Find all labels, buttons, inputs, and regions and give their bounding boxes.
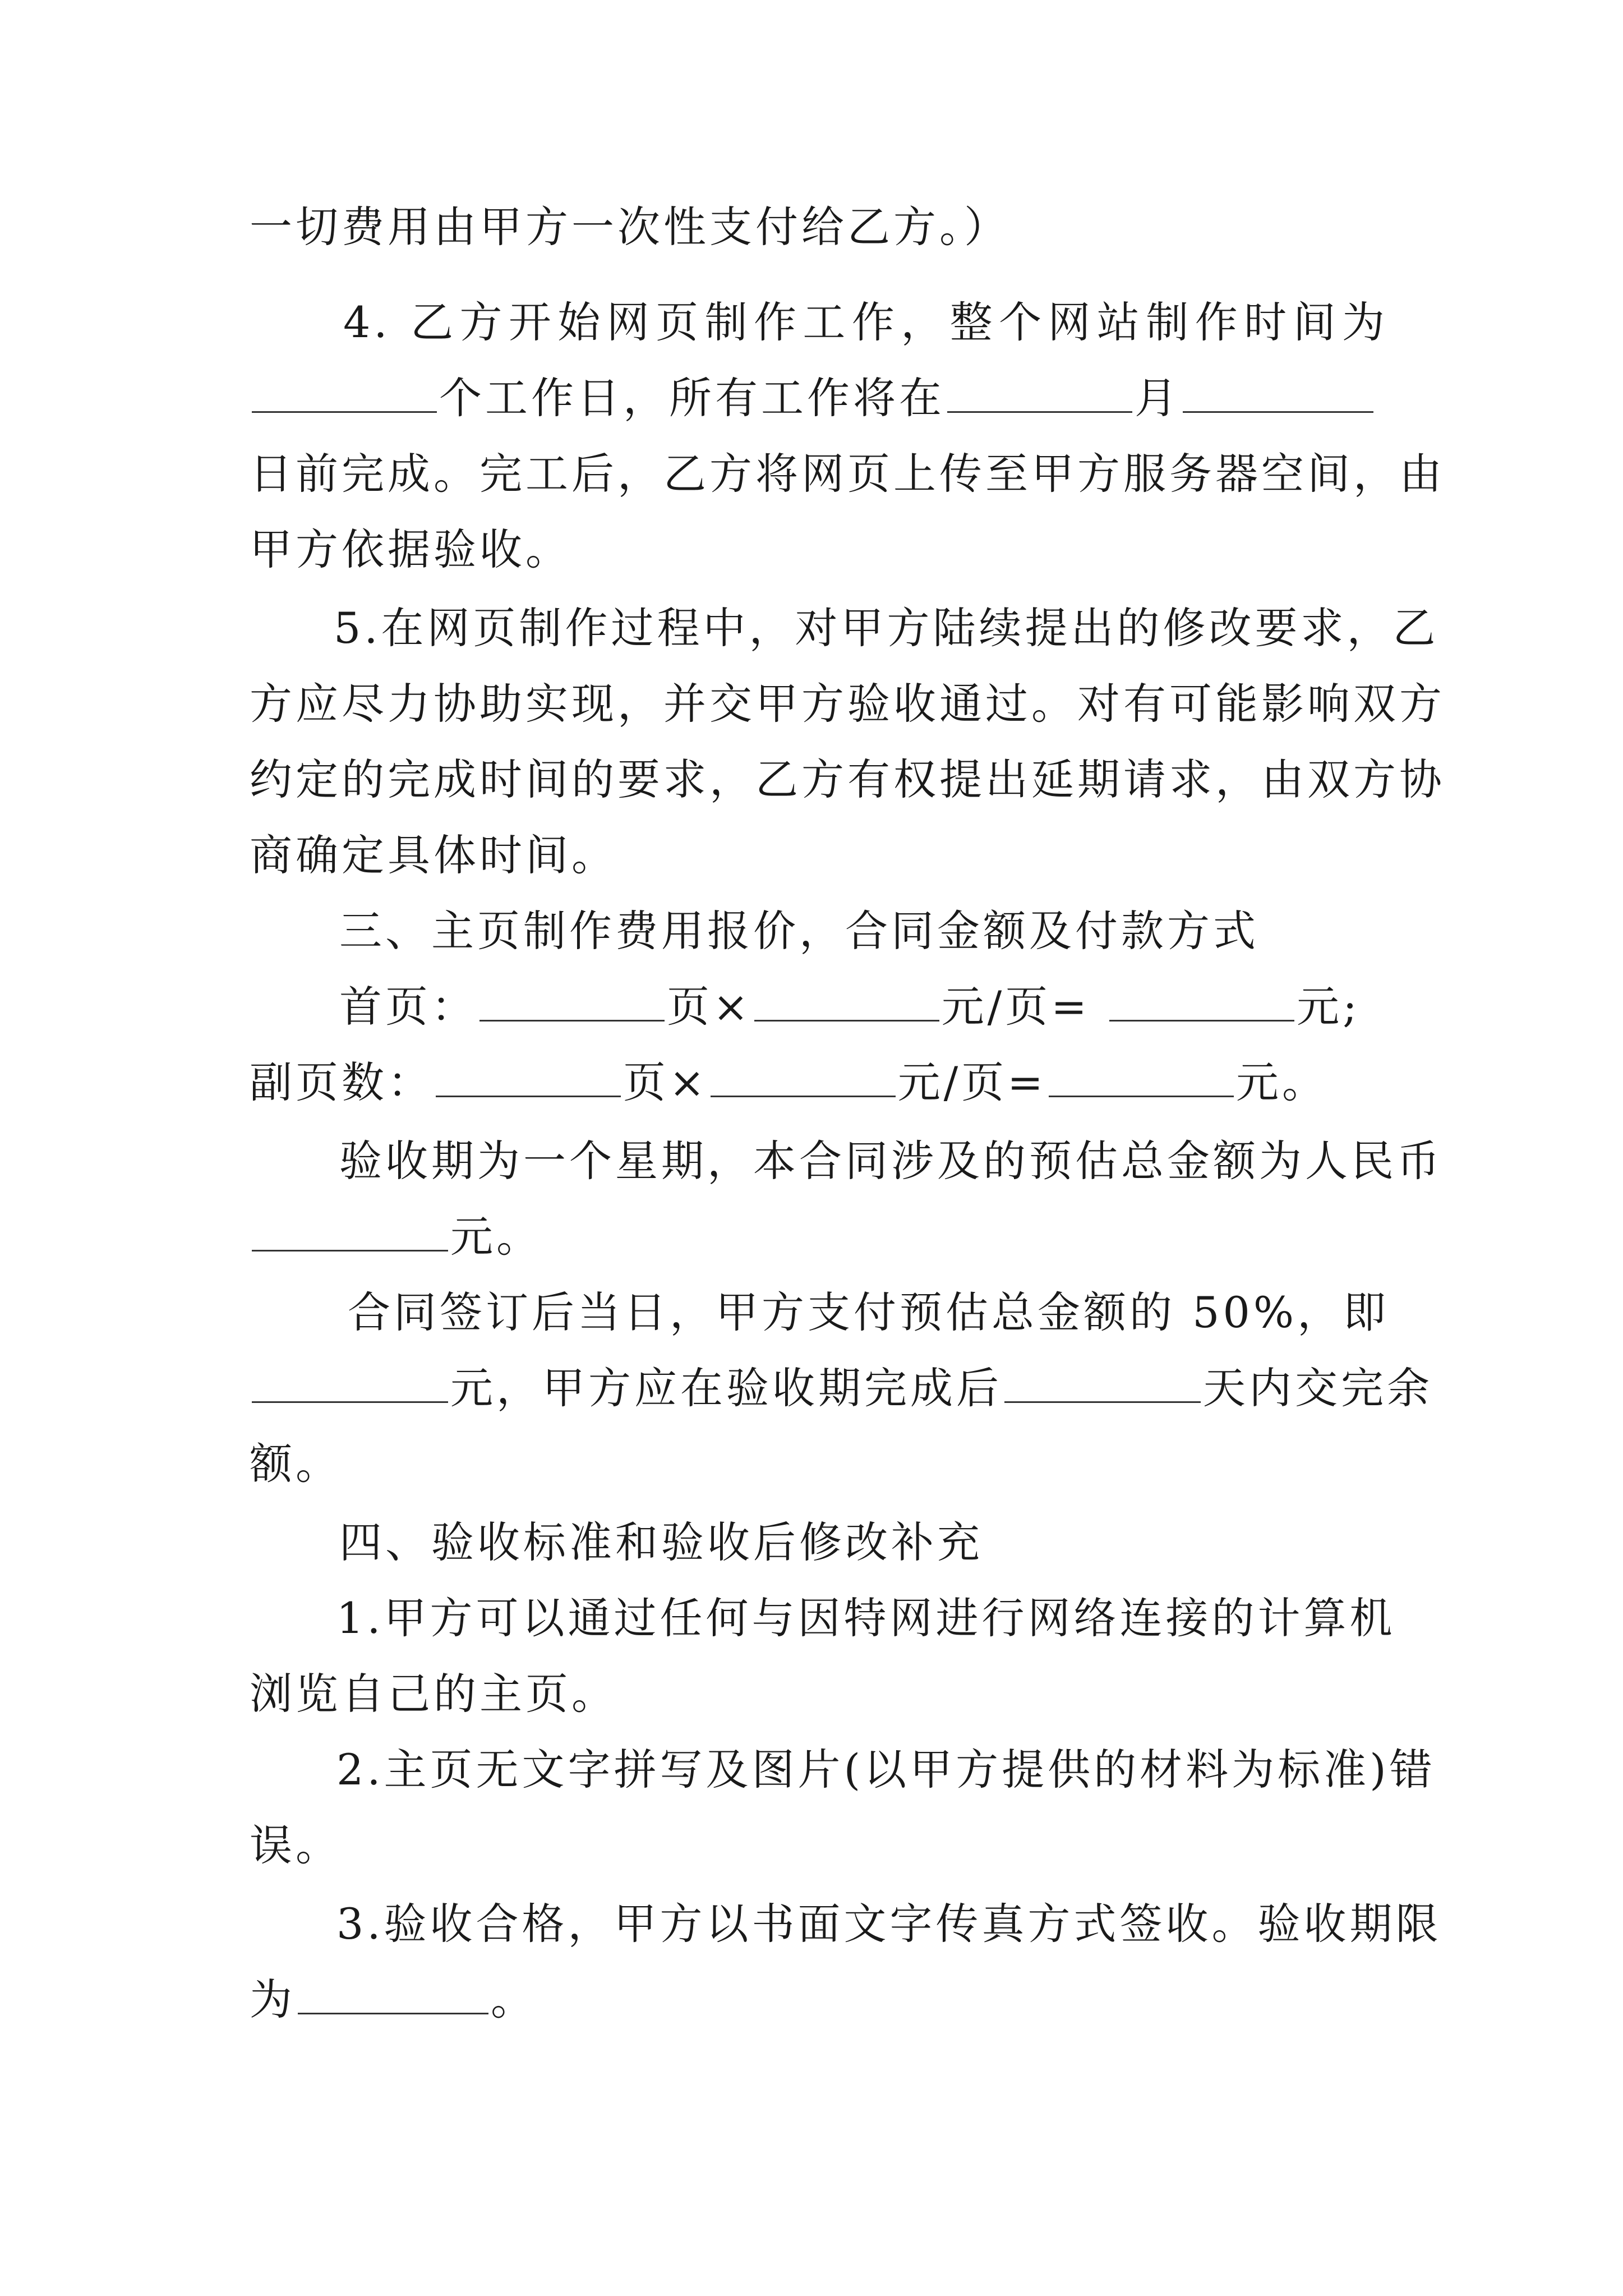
text-span: 5.在网页制作过程中，对甲方陆续提出的修改要求，乙	[334, 603, 1439, 653]
text-span: 甲方依据验收。	[250, 524, 571, 574]
fill-blank-acceptance-period	[298, 1976, 488, 2014]
text-span: 约定的完成时间的要求，乙方有权提出延期请求，由双方协	[250, 754, 1445, 804]
text-span: 。	[491, 1975, 537, 2024]
text-span: 误。	[250, 1820, 342, 1870]
text-span: 四、验收标准和验收后修改补充	[339, 1517, 983, 1567]
total-amount-line	[339, 1133, 1443, 1189]
text-span: 2.主页无文字拼写及图片(以甲方提供的材料为标准)错	[336, 1745, 1436, 1795]
price-sub-line	[250, 1055, 1388, 1111]
text-span: 商确定具体时间。	[250, 830, 617, 880]
text-span: 元，甲方应在验收期完成后	[450, 1363, 1002, 1413]
text-span: 元/页=	[897, 1057, 1046, 1107]
text-span: 元;	[1297, 982, 1361, 1032]
text-span: 1.甲方可以通过任何与因特网进行网络连接的计算机	[336, 1593, 1396, 1643]
fill-blank-workdays	[252, 374, 437, 413]
clause-2-5-line	[334, 600, 1439, 656]
text-span: 额。	[250, 1439, 342, 1489]
clause-4-2-line	[250, 1818, 1388, 1874]
clause-2-4-line	[250, 446, 1445, 502]
fill-blank-month	[947, 374, 1132, 413]
fill-blank-days	[1004, 1364, 1201, 1403]
text-span: 页×	[667, 982, 752, 1032]
fill-blank-home-total	[1109, 983, 1294, 1022]
text-span: 元/页=	[941, 982, 1090, 1032]
fill-blank-total-amount	[252, 1213, 448, 1251]
text-span: 验收期为一个星期，本合同涉及的预估总金额为人民币	[339, 1136, 1443, 1186]
text-span: 个工作日，所有工作将在	[439, 373, 945, 423]
total-amount-line	[250, 1209, 1388, 1265]
text-span: 合同签订后当日，甲方支付预估总金额的 50%，即	[348, 1287, 1390, 1337]
price-home-line	[339, 979, 1388, 1035]
text-span: 4. 乙方开始网页制作工作，整个网站制作时间为	[343, 297, 1388, 347]
clause-4-3-line	[250, 1972, 1388, 2028]
fill-blank-sub-price	[711, 1059, 896, 1097]
clause-4-1-line	[250, 1666, 1388, 1722]
text-span: 月	[1135, 373, 1181, 423]
clause-4-1-line	[336, 1590, 1396, 1646]
clause-2-5-line	[250, 827, 1388, 884]
text-span: 3.验收合格，甲方以书面文字传真方式签收。验收期限	[336, 1899, 1442, 1949]
fill-blank-sub-pages	[436, 1059, 621, 1097]
clause-4-3-line	[336, 1896, 1442, 1952]
payment-line	[348, 1285, 1388, 1341]
payment-line	[250, 1436, 1388, 1492]
fill-blank-sub-total	[1049, 1059, 1234, 1097]
text-span: 日前完成。完工后，乙方将网页上传至甲方服务器空间，由	[250, 449, 1445, 499]
payment-line	[250, 1360, 1433, 1416]
clause-2-4-line	[250, 370, 1388, 426]
text-span: 三、主页制作费用报价，合同金额及付款方式	[339, 906, 1259, 956]
paragraph-line	[250, 199, 1388, 255]
text-span: 页×	[623, 1057, 708, 1107]
clause-2-4-line	[250, 522, 1388, 578]
text-span: 元。	[1235, 1057, 1328, 1107]
fill-blank-home-price	[754, 983, 939, 1022]
text-span: 方应尽力协助实现，并交甲方验收通过。对有可能影响双方	[250, 679, 1445, 729]
text-span: 副页数：	[250, 1057, 434, 1107]
text-span: 天内交完余	[1203, 1363, 1433, 1413]
clause-4-2-line	[336, 1742, 1436, 1798]
text-span: 为	[250, 1975, 296, 2024]
text-span: 浏览自己的主页。	[250, 1669, 617, 1719]
fill-blank-deposit	[252, 1364, 448, 1403]
clause-2-5-line	[250, 752, 1445, 808]
clause-2-4-line	[343, 295, 1388, 351]
fill-blank-day	[1183, 374, 1373, 413]
clause-2-5-line	[250, 676, 1445, 732]
text-span: 首页：	[339, 982, 477, 1032]
text-span: 元。	[450, 1212, 542, 1262]
section-4-heading	[339, 1515, 1478, 1571]
section-3-heading	[339, 903, 1478, 959]
text-span: 一切费用由甲方一次性支付给乙方。）	[250, 202, 1010, 252]
fill-blank-home-pages	[479, 983, 665, 1022]
